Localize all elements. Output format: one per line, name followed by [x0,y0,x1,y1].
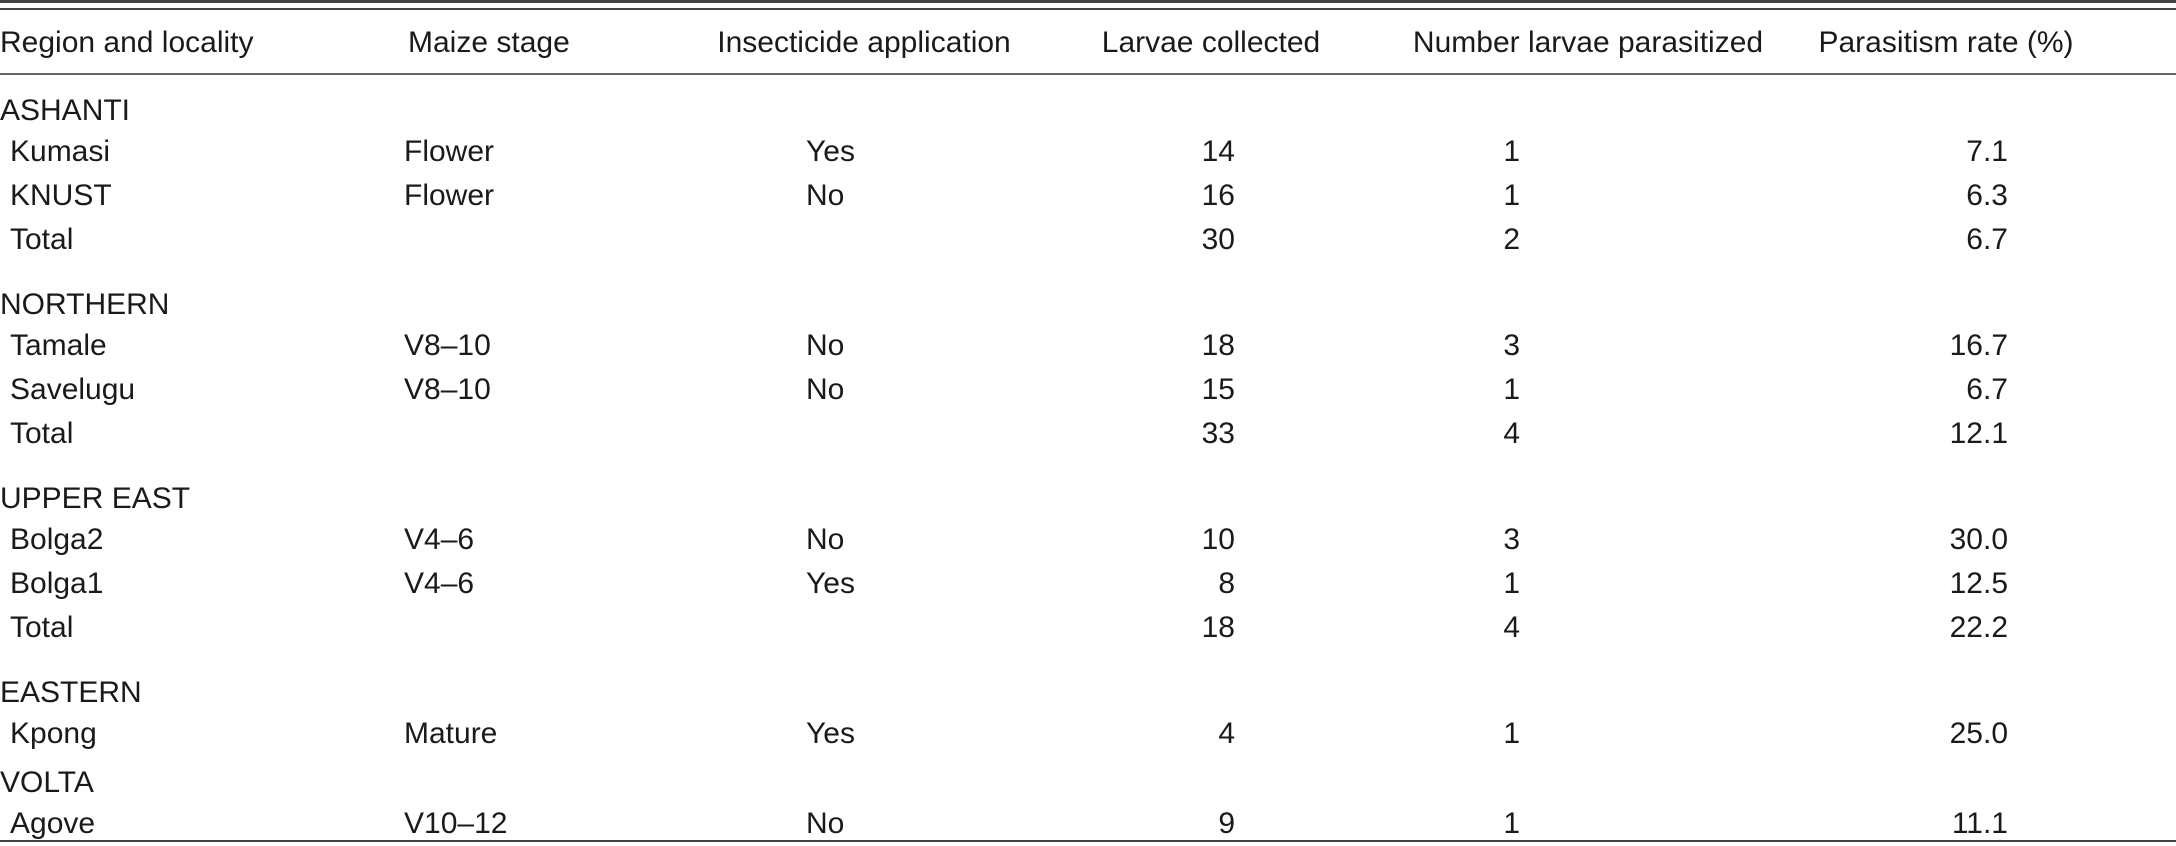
total-parasitized: 2 [1503,223,1520,256]
region-name: ASHANTI [0,94,131,127]
table-row [0,712,2176,756]
stage-cell: V4–6 [404,567,475,600]
table-row [0,130,2176,174]
locality-cell: Bolga1 [10,567,104,600]
total-row [0,412,2176,456]
rate-cell: 6.7 [1966,373,2008,406]
rate-cell: 7.1 [1966,135,2008,168]
top-rule [0,0,2176,3]
rate-cell: 16.7 [1949,329,2008,362]
parasitized-cell: 1 [1503,717,1520,750]
locality-cell: Tamale [10,329,107,362]
collected-cell: 16 [1201,179,1235,212]
insecticide-cell: No [806,523,845,556]
header-collected: Larvae collected [1101,26,1321,59]
header-row [0,18,2176,68]
region-row [0,68,2176,130]
total-label: Total [10,611,74,644]
locality-cell: Bolga2 [10,523,104,556]
parasitized-cell: 1 [1503,567,1520,600]
total-parasitized: 4 [1503,611,1520,644]
rate-cell: 6.3 [1966,179,2008,212]
stage-cell: V4–6 [404,523,475,556]
stage-cell: V10–12 [404,807,508,840]
total-collected: 33 [1201,417,1235,450]
table-row [0,802,2176,846]
parasitized-cell: 1 [1503,179,1520,212]
total-collected: 30 [1201,223,1235,256]
region-name: VOLTA [0,766,94,799]
top-rule-inner [0,8,2176,10]
stage-cell: V8–10 [404,373,491,406]
table-row [0,174,2176,218]
region-row [0,650,2176,712]
locality-cell: KNUST [10,179,112,212]
locality-cell: Savelugu [10,373,136,406]
insecticide-cell: No [806,329,845,362]
parasitized-cell: 1 [1503,373,1520,406]
parasitized-cell: 1 [1503,807,1520,840]
table-row [0,368,2176,412]
collected-cell: 14 [1201,135,1235,168]
total-parasitized: 4 [1503,417,1520,450]
header-stage: Maize stage [408,26,570,59]
locality-cell: Agove [10,807,96,840]
region-row [0,456,2176,518]
parasitized-cell: 3 [1503,329,1520,362]
rate-cell: 30.0 [1949,523,2008,556]
insecticide-cell: Yes [806,135,855,168]
collected-cell: 15 [1201,373,1235,406]
table-row [0,562,2176,606]
stage-cell: Mature [404,717,498,750]
collected-cell: 10 [1201,523,1235,556]
total-rate: 22.2 [1949,611,2008,644]
header-rate: Parasitism rate (%) [1818,26,2074,59]
insecticide-cell: No [806,373,845,406]
locality-cell: Kpong [10,717,97,750]
total-label: Total [10,417,74,450]
total-row [0,606,2176,650]
total-rate: 6.7 [1966,223,2008,256]
locality-cell: Kumasi [10,135,111,168]
rate-cell: 25.0 [1949,717,2008,750]
stage-cell: V8–10 [404,329,491,362]
collected-cell: 9 [1218,807,1235,840]
region-name: EASTERN [0,676,142,709]
insecticide-cell: Yes [806,567,855,600]
stage-cell: Flower [404,135,495,168]
table-row [0,518,2176,562]
parasitized-cell: 1 [1503,135,1520,168]
table-row [0,324,2176,368]
header-insecticide: Insecticide application [717,26,1011,59]
total-collected: 18 [1201,611,1235,644]
parasitized-cell: 3 [1503,523,1520,556]
total-label: Total [10,223,74,256]
insecticide-cell: No [806,807,845,840]
rate-cell: 11.1 [1951,807,2008,840]
insecticide-cell: Yes [806,717,855,750]
region-name: NORTHERN [0,288,170,321]
region-name: UPPER EAST [0,482,191,515]
rate-cell: 12.5 [1949,567,2008,600]
total-rate: 12.1 [1949,417,2008,450]
insecticide-cell: No [806,179,845,212]
region-row [0,262,2176,324]
total-row [0,218,2176,262]
region-row [0,756,2176,802]
collected-cell: 18 [1201,329,1235,362]
collected-cell: 4 [1218,717,1235,750]
stage-cell: Flower [404,179,495,212]
parasitism-table [0,18,2176,846]
header-region: Region and locality [0,26,254,59]
collected-cell: 8 [1218,567,1235,600]
header-parasitized: Number larvae parasitized [1412,26,1764,59]
